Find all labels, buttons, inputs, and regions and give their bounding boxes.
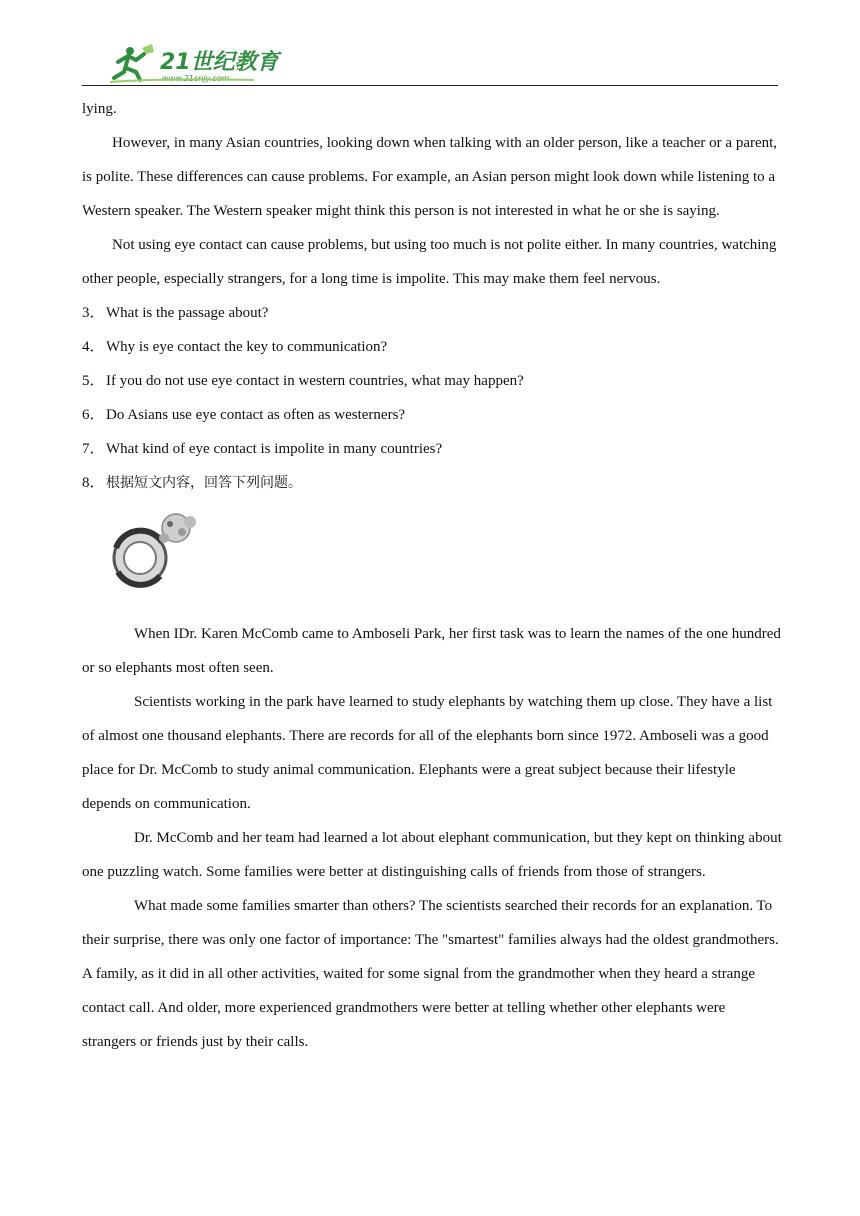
question-item (82, 398, 782, 432)
question-number: 3． (82, 305, 105, 321)
question-item (82, 432, 782, 466)
question-number: 5． (82, 373, 105, 389)
question-text: What kind of eye contact is impolite in many countries? (106, 441, 443, 457)
document-body (82, 92, 782, 1059)
question-item (82, 330, 782, 364)
science-in-action-logo-icon (104, 508, 204, 604)
site-logo-icon (104, 42, 304, 84)
header-divider (82, 85, 778, 86)
question-text: Why is eye contact the key to communication? (106, 339, 388, 355)
logo-url-text: www.21cnjy.com (162, 74, 230, 83)
question-list (82, 296, 782, 500)
question-item (82, 466, 782, 500)
passage1-paragraph-2: Not using eye contact can cause problems, but using too much is not polite either. In many countries, watching other people, especially strangers, for a long time is impolite. This may make them feel nervous. (82, 237, 777, 287)
question-item (82, 364, 782, 398)
logo-main-text: 21世纪教育 (160, 50, 279, 75)
question-text: What is the passage about? (106, 305, 269, 321)
question-number: 6． (82, 407, 105, 423)
passage2-paragraph-2: Scientists working in the park have learned to study elephants by watching them up close. They have a list of almost one thousand elephants. There are records for all of the elephants born since 1972. Amboseli was a good place for Dr. McComb to study animal communication. Elephants were a great subject because their lifestyle depends on communication. (82, 694, 773, 812)
passage2-paragraph-3: Dr. McComb and her team had learned a lot about elephant communication, but they kept on thinking about one puzzling watch. Some families were better at distinguishing calls of friends from those of strangers. (82, 830, 782, 880)
question-number: 4． (82, 339, 105, 355)
question-item (82, 296, 782, 330)
question-number: 8． (82, 475, 105, 491)
question-number: 7． (82, 441, 105, 457)
question-text: 根据短文内容，回答下列问题。 (106, 475, 302, 491)
question-text: If you do not use eye contact in western countries, what may happen? (106, 373, 524, 389)
passage2-paragraph-1: When IDr. Karen McComb came to Amboseli Park, her first task was to learn the names of the one hundred or so elephants most often seen. (82, 626, 781, 676)
question-text: Do Asians use eye contact as often as westerners? (106, 407, 406, 423)
passage2 (82, 617, 782, 1059)
passage1-paragraph-1: However, in many Asian countries, looking down when talking with an older person, like a teacher or a parent, is polite. These differences can cause problems. For example, an Asian person might look down while listening to a Western speaker. The Western speaker might think this person is not interested in what he or she is saying. (82, 135, 778, 219)
passage1-fragment: lying. (82, 101, 117, 117)
page-header (82, 40, 778, 86)
passage2-paragraph-4: What made some families smarter than others? The scientists searched their records for an explanation. To their surprise, there was only one factor of importance: The "smartest" families always had the oldest grandmothers. A family, as it did in all other activities, waited for some signal from the grandmother when they heard a strange contact call. And older, more experienced grandmothers were better at telling whether other elephants were strangers or friends just by their calls. (82, 898, 779, 1050)
